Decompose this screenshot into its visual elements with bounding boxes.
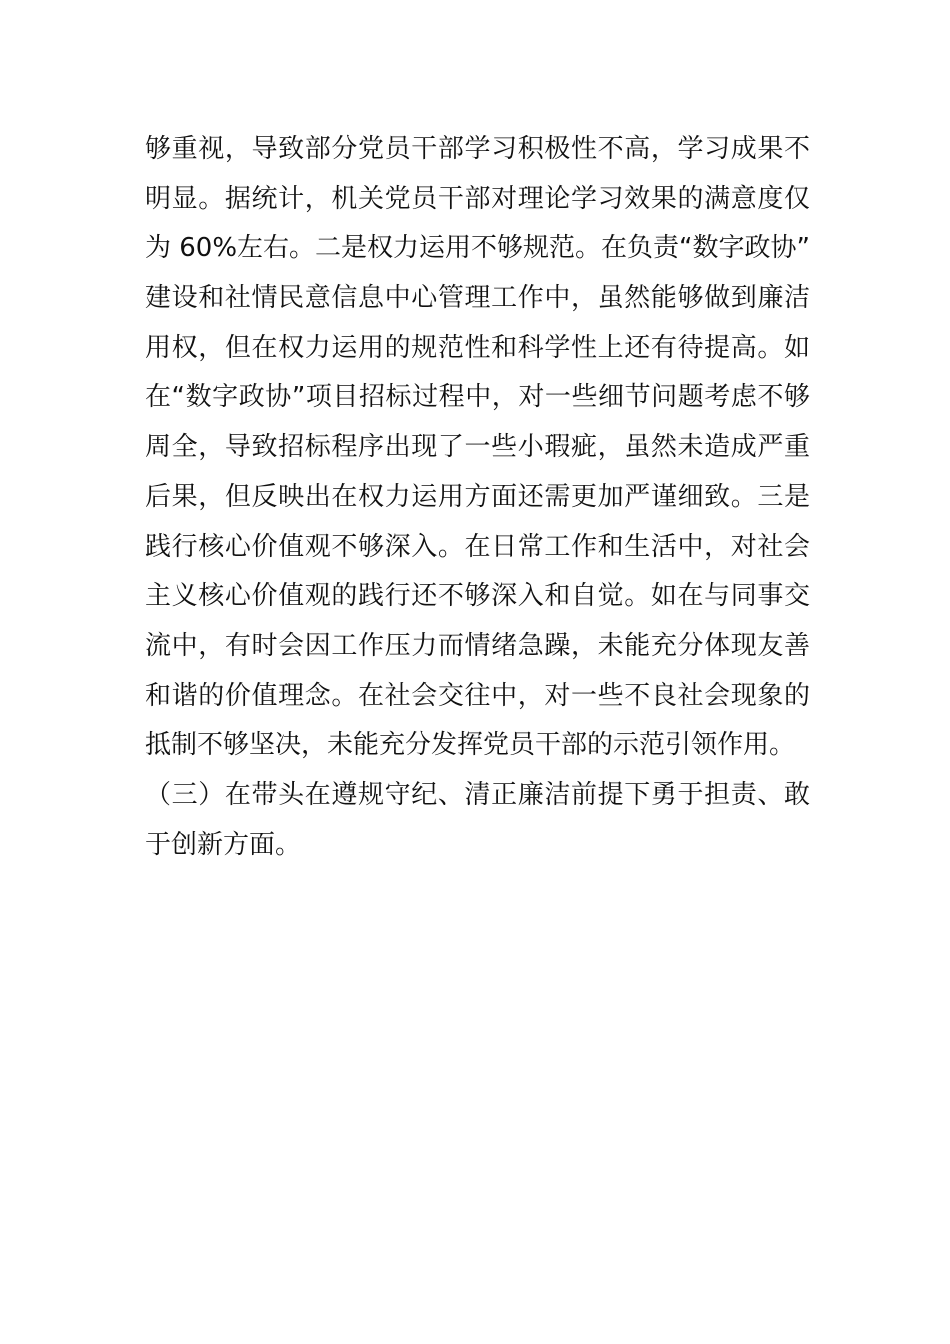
text-line: 践行核心价值观不够深入。在日常工作和生活中，对社会 [145,531,810,562]
text-line: 周全，导致招标程序出现了一些小瑕疵，虽然未造成严重 [145,432,810,463]
text-line: 明显。据统计，机关党员干部对理论学习效果的满意度仅 [145,183,810,214]
text-line: 够重视，导致部分党员干部学习积极性不高，学习成果不 [145,134,810,164]
text-line: 后果，但反映出在权力运用方面还需更加严谨细致。三是 [145,481,810,512]
text-line: 和谐的价值理念。在社会交往中，对一些不良社会现象的 [145,680,810,711]
text-line: 抵制不够坚决，未能充分发挥党员干部的示范引领作用。 [145,730,796,761]
section-heading-line: （三）在带头在遵规守纪、清正廉洁前提下勇于担责、敢 [145,779,810,810]
text-line: 流中，有时会因工作压力而情绪急躁，未能充分体现友善 [145,630,810,661]
text-line: 主义核心价值观的践行还不够深入和自觉。如在与同事交 [145,581,810,612]
body-text [145,125,810,870]
text-line: 用权，但在权力运用的规范性和科学性上还有待提高。如 [145,332,810,363]
section-heading-line: 于创新方面。 [145,829,302,860]
text-line: 建设和社情民意信息中心管理工作中，虽然能够做到廉洁 [145,283,810,314]
text-line: 在“数字政协”项目招标过程中，对一些细节问题考虑不够 [145,382,810,413]
text-line: 为 60%左右。二是权力运用不够规范。在负责“数字政协” [145,233,810,264]
